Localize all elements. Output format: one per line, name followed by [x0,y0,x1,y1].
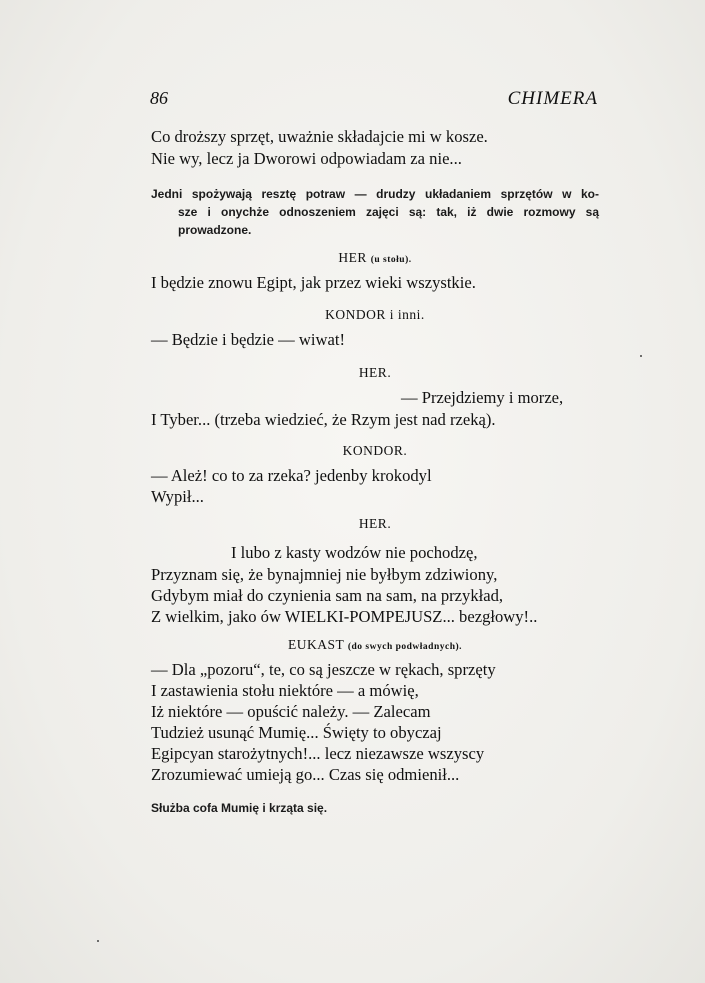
verse-line: Z wielkim, jako ów WIELKI-POMPEJUSZ... bezgłowy!.. [151,607,538,626]
paper-speck [640,355,642,357]
speaker-note: (do swych podwładnych). [347,642,463,652]
verse-line: I Tyber... (trzeba wiedzieć, że Rzym jest nad rzeką). [151,410,496,429]
page-header [150,88,598,114]
verse-line: Nie wy, lecz ja Dworowi odpowiadam za nie... [151,149,462,168]
running-title: CHIMERA [507,88,598,109]
verse-line: I będzie znowu Egipt, jak przez wieki wszystkie. [151,273,476,292]
speaker-label: HER [338,250,367,265]
speaker-note: (u stołu). [370,255,412,265]
verse-line: I zastawienia stołu niektóre — a mówię, [151,681,419,700]
verse-line: Egipcyan starożytnych!... lecz niezawsze wszyscy [151,744,485,763]
stage-direction: sze i onychże odnoszeniem zajęci są: tak, iż dwie rozmowy są [178,205,599,219]
paper-speck [97,940,99,942]
stage-direction: prowadzone. [178,223,252,237]
speaker-name [150,516,600,532]
speaker-name [150,250,600,266]
verse-line: Iż niektóre — opuścić należy. — Zalecam [151,702,431,721]
verse-line: Co droższy sprzęt, uważnie składajcie mi w kosze. [151,127,488,146]
verse-line: — Dla „pozoru“, te, co są jeszcze w rękach, sprzęty [151,660,496,679]
speaker-label: EUKAST [287,637,344,652]
verse-line: — Ależ! co to za rzeka? jedenby krokodyl [151,466,432,485]
speaker-label: KONDOR. [342,443,408,458]
speaker-label: HER. [358,365,392,380]
verse-line: I lubo z kasty wodzów nie pochodzę, [231,543,478,562]
speaker-label: HER. [358,516,392,531]
verse-line: — Przejdziemy i morze, [401,388,564,407]
verse-line: Przyznam się, że bynajmniej nie byłbym zdziwiony, [151,565,498,584]
verse-line: Gdybym miał do czynienia sam na sam, na przykład, [151,586,504,605]
speaker-name [150,443,600,459]
verse-line: Wypił... [151,487,204,506]
speaker-name [150,365,600,381]
page-number: 86 [150,88,168,108]
verse-line: Zrozumiewać umieją go... Czas się odmienił... [151,765,460,784]
stage-direction: Służba cofa Mumię i krząta się. [151,801,328,815]
speaker-label: KONDOR i inni. [325,307,425,322]
verse-line: Tudzież usunąć Mumię... Święty to obyczaj [151,723,442,742]
stage-direction: Jedni spożywają resztę potraw — drudzy układaniem sprzętów w ko- [151,187,599,201]
speaker-name [150,307,600,323]
speaker-name [150,637,600,653]
verse-line: — Będzie i będzie — wiwat! [151,330,345,349]
